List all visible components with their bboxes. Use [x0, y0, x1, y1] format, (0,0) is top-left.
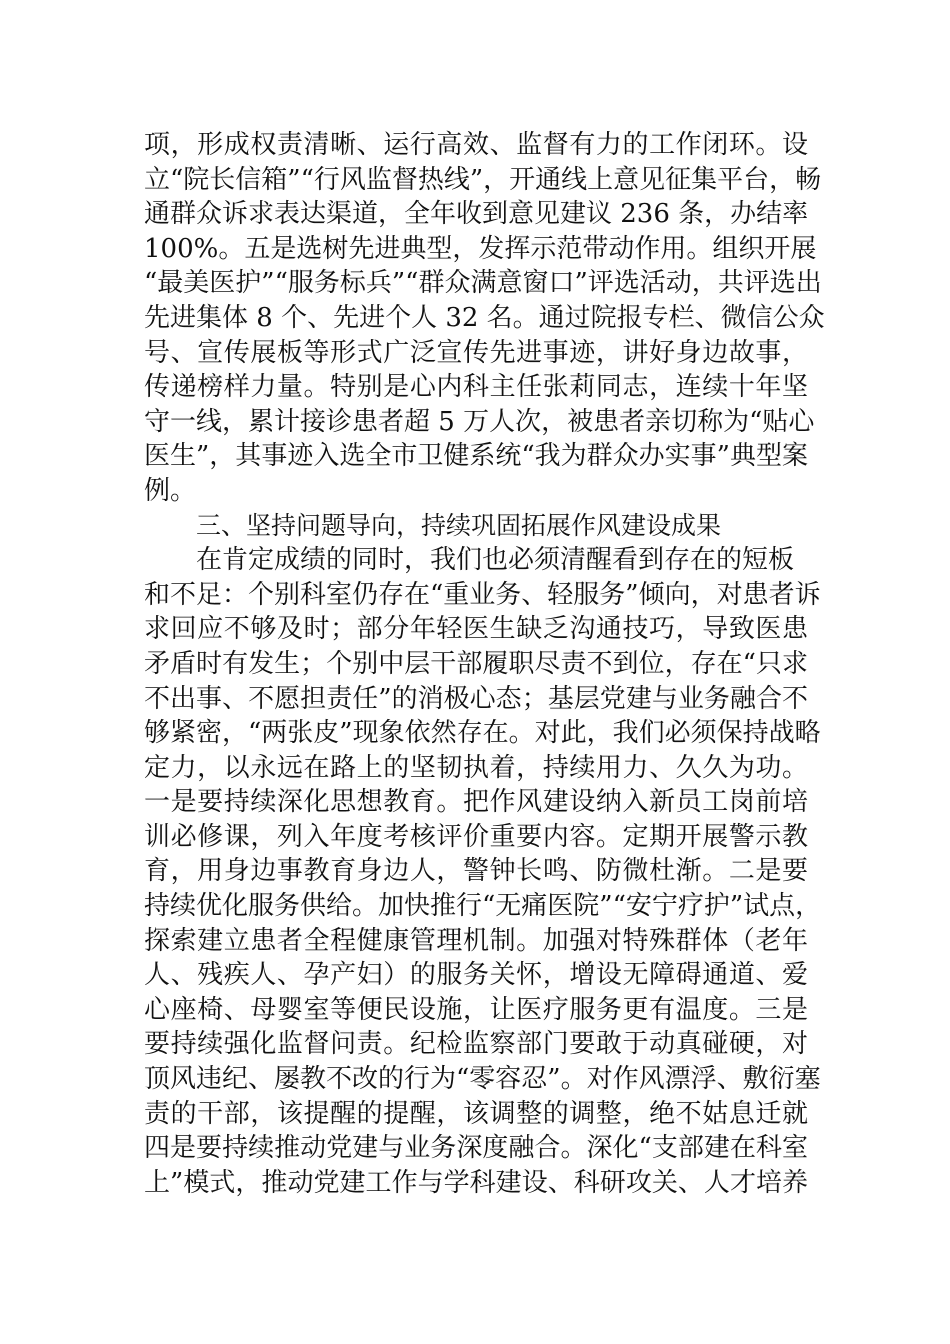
paragraph-2-line-12: 探索建立患者全程健康管理机制。加强对特殊群体（老年: [144, 925, 808, 956]
paragraph-2-line-5: 不出事、不愿担责任”的消极心态；基层党建与业务融合不: [144, 683, 808, 714]
paragraph-2-line-10: 育，用身边事教育身边人，警钟长鸣、防微杜渐。二是要: [144, 856, 808, 887]
section-heading: 三、坚持问题导向，持续巩固拓展作风建设成果: [196, 510, 722, 540]
paragraph-1-line-3: 通群众诉求表达渠道，全年收到意见建议 236 条，办结率: [144, 199, 809, 230]
paragraph-2-line-8: 一是要持续深化思想教育。把作风建设纳入新员工岗前培: [144, 787, 808, 818]
paragraph-2-line-19: 上”模式，推动党建工作与学科建设、科研攻关、人才培养: [144, 1167, 808, 1198]
paragraph-2-line-16: 顶风违纪、屡教不改的行为“零容忍”。对作风漂浮、敷衍塞: [144, 1064, 821, 1095]
paragraph-2-line-2: 和不足：个别科室仍存在“重业务、轻服务”倾向，对患者诉: [144, 579, 821, 610]
paragraph-1-line-6: 先进集体 8 个、先进个人 32 名。通过院报专栏、微信公众: [144, 302, 825, 333]
paragraph-1-line-1: 项，形成权责清晰、运行高效、监督有力的工作闭环。设: [144, 130, 808, 160]
paragraph-2-line-11: 持续优化服务供给。加快推行“无痛医院”“安宁疗护”试点，: [144, 891, 822, 922]
document-body: [144, 128, 825, 1200]
paragraph-2-line-4: 矛盾时有发生；个别中层干部履职尽责不到位，存在“只求: [144, 648, 808, 679]
paragraph-1-line-5: “最美医护”“服务标兵”“群众满意窗口”评选活动，共评选出: [144, 268, 822, 299]
paragraph-1-line-10: 医生”，其事迹入选全市卫健系统“我为群众办实事”典型案: [144, 441, 808, 472]
paragraph-2-line-13: 人、残疾人、孕产妇）的服务关怀，增设无障碍通道、爱: [144, 960, 808, 991]
paragraph-2-line-14: 心座椅、母婴室等便民设施，让医疗服务更有温度。三是: [144, 994, 808, 1025]
paragraph-2-line-1: 在肯定成绩的同时，我们也必须清醒看到存在的短板: [196, 545, 795, 576]
paragraph-1-line-4: 100%。五是选树先进典型，发挥示范带动作用。组织开展: [144, 233, 817, 264]
paragraph-2-line-15: 要持续强化监督问责。纪检监察部门要敢于动真碰硬，对: [144, 1029, 808, 1060]
paragraph-2-line-3: 求回应不够及时；部分年轻医生缺乏沟通技巧，导致医患: [144, 614, 808, 645]
paragraph-1-line-8: 传递榜样力量。特别是心内科主任张莉同志，连续十年坚: [144, 372, 808, 403]
paragraph-1-line-9: 守一线，累计接诊患者超 5 万人次，被患者亲切称为“贴心: [144, 406, 815, 437]
paragraph-2-line-18: 四是要持续推动党建与业务深度融合。深化“支部建在科室: [144, 1133, 808, 1164]
paragraph-1-line-11: 例。: [144, 475, 197, 506]
paragraph-1-line-2: 立“院长信箱”“行风监督热线”，开通线上意见征集平台，畅: [144, 164, 822, 195]
paragraph-2-line-9: 训必修课，列入年度考核评价重要内容。定期开展警示教: [144, 821, 808, 852]
paragraph-1-line-7: 号、宣传展板等形式广泛宣传先进事迹，讲好身边故事，: [144, 337, 808, 368]
paragraph-2-line-6: 够紧密，“两张皮”现象依然存在。对此，我们必须保持战略: [144, 718, 821, 749]
paragraph-2-line-7: 定力，以永远在路上的坚韧执着，持续用力、久久为功。: [144, 752, 808, 783]
paragraph-2-line-17: 责的干部，该提醒的提醒，该调整的调整，绝不姑息迁就: [144, 1098, 808, 1129]
